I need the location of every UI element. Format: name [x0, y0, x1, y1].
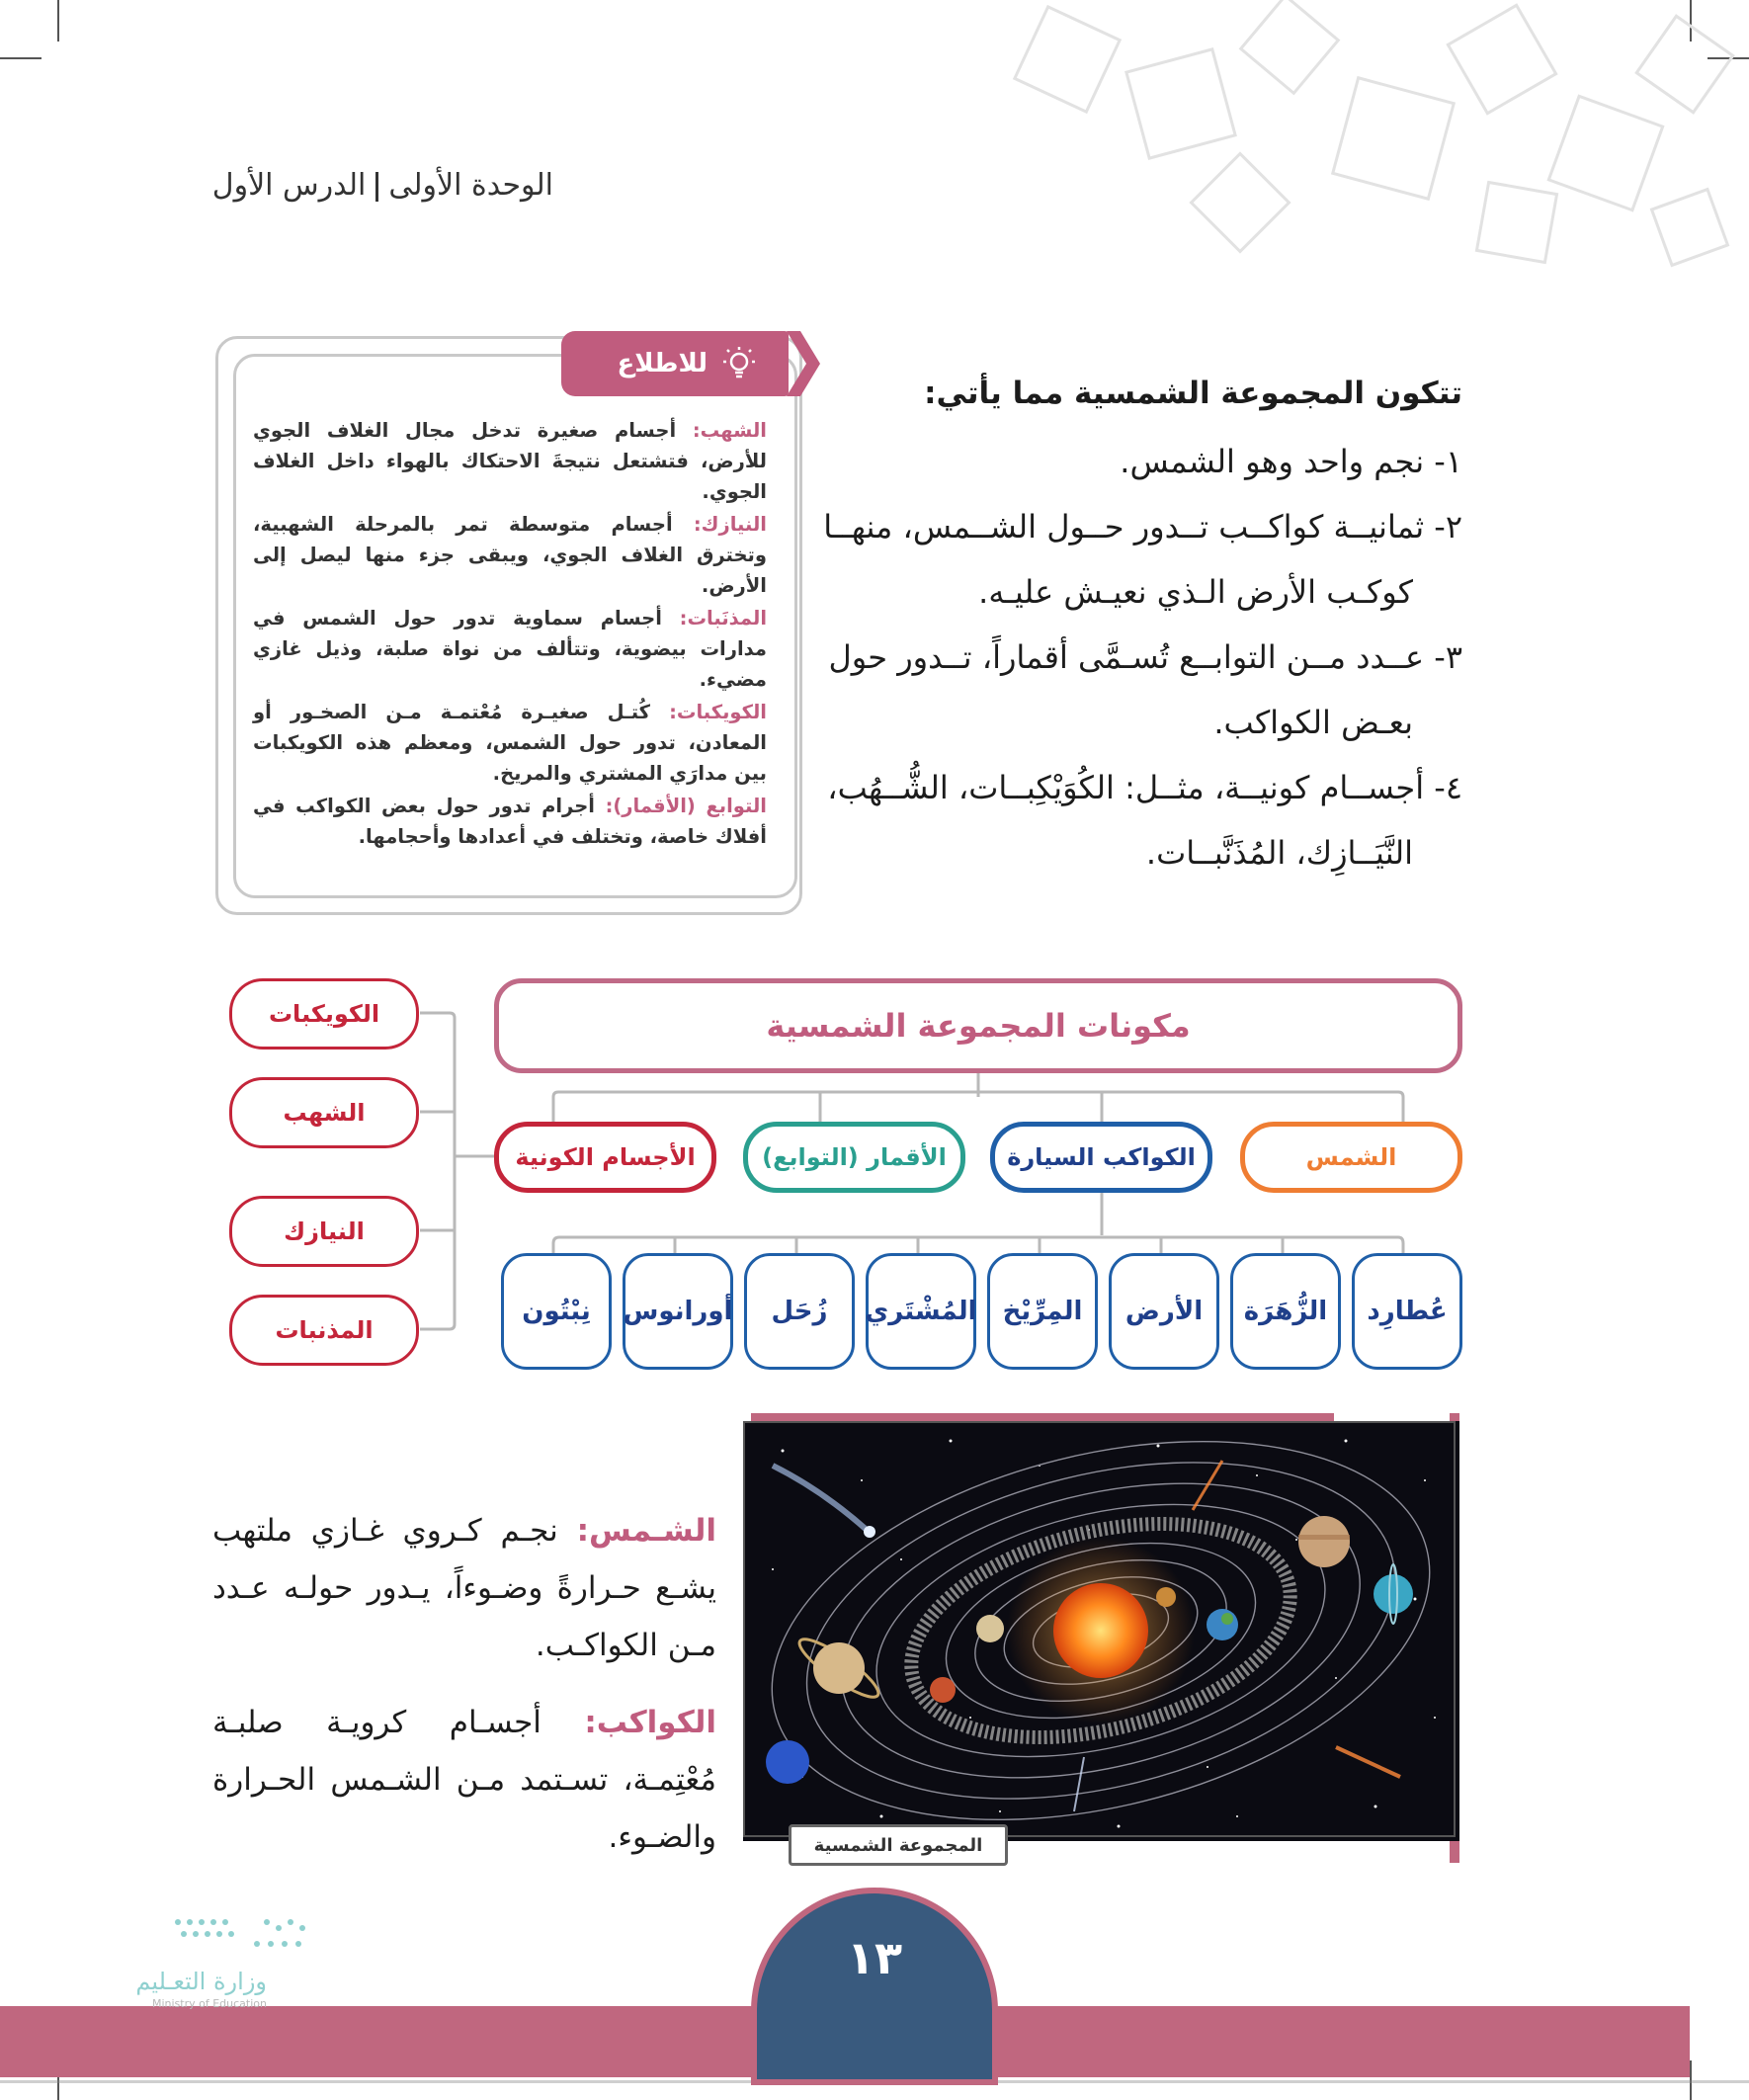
intro-heading: تتكون المجموعة الشمسية مما يأتي: — [924, 376, 1462, 411]
info-entry-term: الكويكبات: — [669, 701, 767, 723]
category-sun: الشمس — [1240, 1122, 1462, 1193]
info-entry-text: أجسام متوسطة تمر بالمرحلة الشهبية، وتخترق الغلاف الجوي، ويبقى جزء منها ليصل إلى الأرض. — [253, 513, 767, 597]
intro-list — [820, 429, 1462, 885]
info-box-tab — [561, 331, 789, 396]
info-entry-text: أجرام تدور حول بعض الكواكب في أفلاك خاصة، وتختلف في أعدادها وأحجامها. — [253, 795, 767, 848]
cosmic-body-node: الشهب — [229, 1077, 419, 1148]
cosmic-body-node: النيازك — [229, 1196, 419, 1267]
category-moons: الأقمار (التوابع) — [743, 1122, 965, 1193]
planet-node: الزُّهَرَة — [1230, 1253, 1341, 1370]
info-entry-text: أجسام صغيرة تدخل مجال الغلاف الجوي للأرض، فتشتعل نتيجةَ الاحتكاك بالهواء داخل الغلاف الجوي. — [253, 419, 767, 503]
lightbulb-icon — [719, 344, 759, 383]
lesson-label: الدرس الأول — [211, 168, 367, 203]
info-entry-term: الشهب: — [692, 419, 767, 442]
definition-term: الكواكب: — [584, 1705, 716, 1740]
intro-item: ٤- أجســام كونيــة، مثــل: الكُوَيْكِبــات، الشُّــهُب، — [827, 769, 1462, 806]
diagram-title: مكونات المجموعة الشمسية — [494, 978, 1462, 1073]
info-entry — [253, 603, 767, 695]
planet-node: نِبْتُون — [501, 1253, 612, 1370]
crop-mark — [57, 0, 59, 42]
intro-item-continuation: بعـض الكواكب. — [1213, 704, 1413, 741]
planet-node: أورانوس — [623, 1253, 733, 1370]
page-number-text: ١٣ — [846, 1931, 903, 1984]
category-cosmic-bodies: الأجسام الكونية — [494, 1122, 716, 1193]
intro-section — [820, 376, 1462, 885]
solar-system-diagram — [0, 949, 1749, 1403]
cosmic-body-node: الكويكبات — [229, 978, 419, 1050]
info-entry-term: التوابع (الأقمار): — [605, 795, 767, 817]
image-frame — [743, 1421, 1456, 1837]
info-entry-term: النيازك: — [693, 513, 767, 536]
intro-item: ١- نجم واحد وهو الشمس. — [1120, 443, 1462, 480]
planet-node: زُحَل — [744, 1253, 855, 1370]
info-entry-text: كُتـل صغيـرة مُعْتمـة مـن الصخـور أو المعادن، تدور حول الشمس، ومعظم هذه الكويكبات بين مدارَي المشتري والمريخ. — [253, 701, 767, 785]
ministry-dots-icon — [168, 1912, 326, 1962]
info-entry — [253, 791, 767, 852]
ministry-logo — [99, 1912, 356, 2070]
info-box-tab-label: للاطلاع — [617, 349, 708, 378]
ministry-name-ar: وزارة التعـليم — [135, 1968, 267, 1995]
crop-mark — [0, 57, 42, 59]
cosmic-body-node: المذنبات — [229, 1295, 419, 1366]
info-entry — [253, 415, 767, 507]
definition — [212, 1694, 716, 1866]
decorative-pattern — [968, 0, 1749, 296]
intro-item-continuation: النَّيَــازِك، المُذَنَّبــات. — [1145, 834, 1413, 872]
intro-item: ٢- ثمانيــة كواكــب تــدور حــول الشــمس، منهــا — [823, 508, 1462, 546]
planet-node: الأرض — [1109, 1253, 1219, 1370]
info-box — [215, 326, 808, 917]
solar-system-image — [743, 1413, 1459, 1863]
intro-item-continuation: كوكـب الأرض الـذي نعيـش عليـه. — [978, 573, 1413, 611]
info-box-content — [253, 415, 767, 854]
intro-item: ٣- عــدد مــن التوابــع تُسـمَّى أقماراً، تــدور حول — [828, 638, 1462, 676]
ministry-name-en: Ministry of Education — [151, 1997, 267, 2010]
tab-arrow-icon — [787, 331, 820, 396]
info-entry — [253, 509, 767, 601]
definitions — [212, 1502, 716, 1886]
page-number — [751, 1888, 998, 2085]
definition-text: أجسـام كرويـة صلبـة مُعْتِمـة، تسـتمد مـن الشـمس الحـرارة والضـوء. — [212, 1705, 716, 1855]
definition — [212, 1502, 716, 1674]
planet-node: عُطارِد — [1352, 1253, 1462, 1370]
category-planets: الكواكب السيارة — [990, 1122, 1212, 1193]
info-entry — [253, 697, 767, 789]
info-entry-term: المذنَبات: — [679, 607, 767, 630]
header-separator — [375, 172, 378, 202]
unit-label: الوحدة الأولى — [388, 168, 553, 203]
info-entry-text: أجسام سماوية تدور حول الشمس في مدارات بيضوية، وتتألف من نواة صلبة، وذيل غازي مضيء. — [253, 607, 767, 691]
definition-text: نجـم كـروي غـازي ملتهب يشـع حـرارةً وضـوءاً، يـدور حولـه عـدد مـن الكواكـب. — [212, 1513, 716, 1663]
image-caption: المجموعة الشمسية — [789, 1824, 1008, 1866]
planet-node: المِرِّيْخ — [987, 1253, 1098, 1370]
planet-node: المُشْتَري — [866, 1253, 976, 1370]
definition-term: الشـمس: — [576, 1513, 716, 1549]
page-header — [198, 168, 553, 203]
